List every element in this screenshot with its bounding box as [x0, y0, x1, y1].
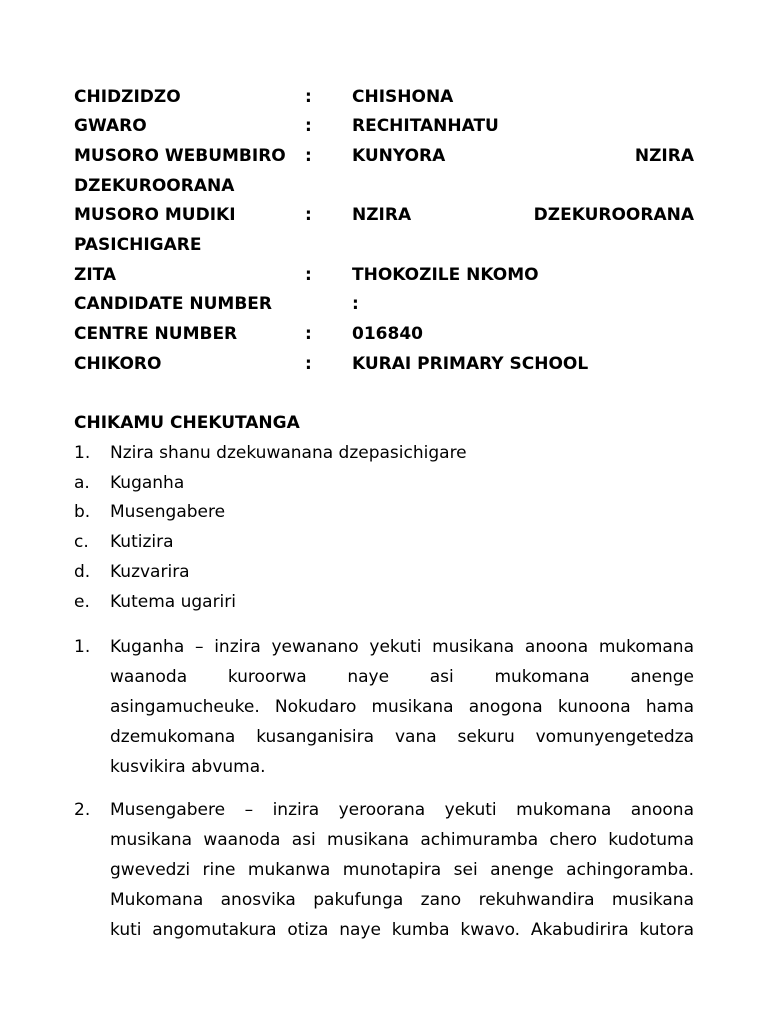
paragraph-body — [110, 632, 694, 782]
list-marker: d. — [74, 562, 91, 582]
section-title: CHIKAMU CHEKUTANGA — [74, 413, 300, 433]
header-value: KURAI PRIMARY SCHOOL — [352, 354, 589, 374]
header-colon: : — [305, 265, 312, 285]
header-colon: : — [352, 294, 359, 314]
header-colon: : — [305, 324, 312, 344]
paragraph-line: kusvikira abvuma. — [110, 757, 266, 777]
header-row-paper — [74, 111, 694, 141]
paragraph-marker: 1. — [74, 637, 91, 657]
header-row-subject — [74, 82, 694, 112]
header-row-name — [74, 260, 694, 290]
header-colon: : — [305, 146, 312, 166]
list-text: Kutizira — [110, 532, 174, 552]
paragraph-marker: 2. — [74, 800, 91, 820]
header-key: MUSORO MUDIKI — [74, 205, 236, 225]
header-row-topic — [74, 141, 694, 171]
header-key: CHIDZIDZO — [74, 87, 181, 107]
header-row-subtopic — [74, 200, 694, 230]
header-row-candidate-number — [74, 289, 694, 319]
paragraph-line: gwevedzi rine mukanwa munotapira sei anenge achingoramba. — [110, 860, 694, 880]
header-value: CHISHONA — [352, 87, 454, 107]
header-key: MUSORO WEBUMBIRO — [74, 146, 286, 166]
paragraph-line: kuti angomutakura otiza naye kumba kwavo. Akabudirira kutora — [110, 920, 694, 940]
header-colon: : — [305, 116, 312, 136]
list-marker: b. — [74, 502, 91, 522]
list-marker: 1. — [74, 443, 91, 463]
header-key: CHIKORO — [74, 354, 162, 374]
header-value — [352, 141, 694, 171]
list-text: Kuganha — [110, 473, 185, 493]
list-item — [74, 497, 694, 527]
list-text: Kuzvarira — [110, 562, 190, 582]
list-marker: a. — [74, 473, 90, 493]
list-text: Nzira shanu dzekuwanana dzepasichigare — [110, 443, 467, 463]
list-text: Musengabere — [110, 502, 226, 522]
list-item — [74, 587, 694, 617]
header-key: CENTRE NUMBER — [74, 324, 238, 344]
header-colon: : — [305, 205, 312, 225]
list-marker: e. — [74, 592, 90, 612]
header-colon: : — [305, 354, 312, 374]
header-row-centre-number — [74, 319, 694, 349]
header-value: RECHITANHATU — [352, 116, 499, 136]
paragraph-line: Musengabere – inzira yeroorana yekuti mukomana anoona — [110, 800, 694, 820]
header-value-word: NZIRA — [352, 205, 412, 225]
header-colon: : — [305, 87, 312, 107]
header-value: 016840 — [352, 324, 423, 344]
header-value — [352, 200, 694, 230]
header-value-word: KUNYORA — [352, 146, 446, 166]
header-continuation: DZEKUROORANA — [74, 176, 235, 196]
list-item — [74, 468, 694, 498]
paragraph-line: musikana waanoda asi musikana achimuramba chero kudotuma — [110, 830, 694, 850]
paragraph-line: dzemukomana kusanganisira vana sekuru vomunyengetedza — [110, 727, 694, 747]
header-row-school — [74, 349, 694, 379]
paragraph-body — [110, 795, 694, 945]
list-text: Kutema ugariri — [110, 592, 236, 612]
header-key: ZITA — [74, 265, 117, 285]
question-item — [74, 438, 694, 468]
header-value: THOKOZILE NKOMO — [352, 265, 539, 285]
header-key: GWARO — [74, 116, 147, 136]
paragraph-line: Mukomana anosvika pakufunga zano rekuhwandira musikana — [110, 890, 694, 910]
header-value-word: DZEKUROORANA — [533, 205, 694, 225]
list-marker: c. — [74, 532, 89, 552]
header-value-word: NZIRA — [634, 146, 694, 166]
paragraph-line: Kuganha – inzira yewanano yekuti musikana anoona mukomana — [110, 637, 694, 657]
header-key: CANDIDATE NUMBER — [74, 294, 272, 314]
header-continuation: PASICHIGARE — [74, 235, 202, 255]
paragraph-line: asingamucheuke. Nokudaro musikana anogona kunoona hama — [110, 697, 694, 717]
list-item — [74, 557, 694, 587]
paragraph-line: waanoda kuroorwa naye asi mukomana anenge — [110, 667, 694, 687]
list-item — [74, 527, 694, 557]
